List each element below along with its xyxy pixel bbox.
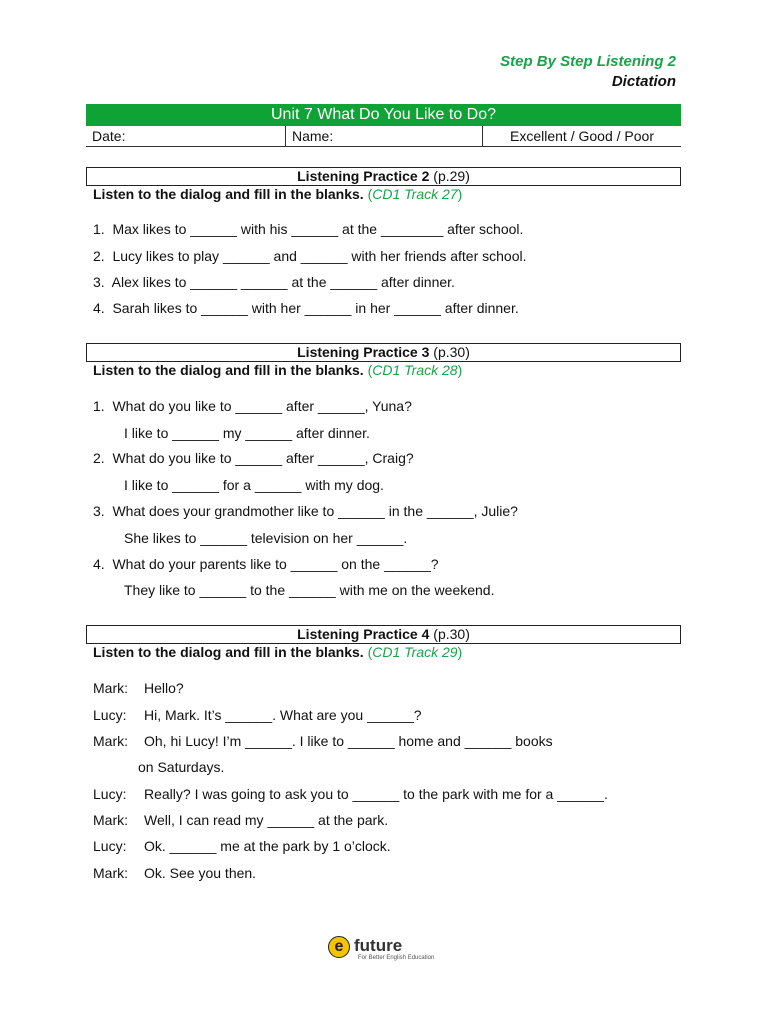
logo-wordmark: future — [354, 936, 403, 955]
practice2-page: (p.29) — [433, 168, 470, 184]
practice3-header — [86, 343, 681, 362]
practice2-item: 2. Lucy likes to play ______ and ______ with her friends after school. — [93, 248, 527, 264]
track-ref: (CD1 Track 27) — [367, 186, 463, 202]
dialog-text: Hello? — [144, 680, 184, 696]
e-logo-icon: e — [328, 936, 350, 958]
practice2-item: 3. Alex likes to ______ ______ at the ______ after dinner. — [93, 274, 455, 290]
practice3-answer: They like to ______ to the ______ with me on the weekend. — [124, 582, 495, 598]
practice2-instruction — [93, 186, 462, 202]
practice2-header — [86, 167, 681, 186]
dialog-speaker: Mark: — [93, 865, 128, 881]
date-field: Date: — [86, 126, 286, 146]
practice2-item: 4. Sarah likes to ______ with her ______ in her ______ after dinner. — [93, 300, 519, 316]
dialog-text: Really? I was going to ask you to ______ to the park with me for a ______. — [144, 786, 608, 802]
unit-title: Unit 7 What Do You Like to Do? — [86, 104, 681, 126]
dialog-text: Ok. ______ me at the park by 1 o’clock. — [144, 838, 391, 854]
instruction-text: Listen to the dialog and fill in the blanks. — [93, 362, 364, 378]
practice4-instruction — [93, 644, 462, 660]
dialog-text: Oh, hi Lucy! I’m ______. I like to ______ home and ______ books — [144, 733, 553, 749]
logo-tagline: For Better English Education — [358, 955, 435, 961]
instruction-text: Listen to the dialog and fill in the blanks. — [93, 644, 364, 660]
series-title: Step By Step Listening 2 — [500, 53, 676, 70]
efuture-logo — [328, 936, 448, 966]
instruction-text: Listen to the dialog and fill in the blanks. — [93, 186, 364, 202]
info-row — [86, 126, 681, 147]
dialog-speaker: Mark: — [93, 680, 128, 696]
name-field: Name: — [286, 126, 483, 146]
dialog-speaker: Lucy: — [93, 786, 127, 802]
practice3-answer: I like to ______ for a ______ with my dog. — [124, 477, 384, 493]
dialog-text: Well, I can read my ______ at the park. — [144, 812, 389, 828]
dialog-speaker: Mark: — [93, 812, 128, 828]
track-ref: (CD1 Track 29) — [367, 644, 463, 660]
track-ref: (CD1 Track 28) — [367, 362, 463, 378]
practice3-page: (p.30) — [433, 344, 470, 360]
dialog-speaker: Lucy: — [93, 838, 127, 854]
practice4-header — [86, 625, 681, 644]
practice3-item: 2. What do you like to ______ after ______, Craig? — [93, 450, 414, 466]
dialog-text: Ok. See you then. — [144, 865, 257, 881]
dialog-speaker: Mark: — [93, 733, 128, 749]
practice3-title: Listening Practice 3 — [297, 344, 430, 360]
practice3-item: 3. What does your grandmother like to ______ in the ______, Julie? — [93, 503, 518, 519]
practice3-instruction — [93, 362, 462, 378]
practice3-answer: I like to ______ my ______ after dinner. — [124, 425, 370, 441]
practice3-answer: She likes to ______ television on her ______. — [124, 530, 408, 546]
dialog-speaker: Lucy: — [93, 707, 127, 723]
dialog-text: on Saturdays. — [138, 759, 225, 775]
dialog-text: Hi, Mark. It’s ______. What are you ______? — [144, 707, 422, 723]
practice4-title: Listening Practice 4 — [297, 626, 430, 642]
practice3-item: 4. What do your parents like to ______ on the ______? — [93, 556, 439, 572]
practice2-item: 1. Max likes to ______ with his ______ at the ________ after school. — [93, 221, 524, 237]
practice4-page: (p.30) — [433, 626, 470, 642]
practice3-item: 1. What do you like to ______ after ______, Yuna? — [93, 398, 412, 414]
subtitle: Dictation — [611, 73, 676, 90]
grade-field: Excellent / Good / Poor — [510, 128, 654, 144]
practice2-title: Listening Practice 2 — [297, 168, 430, 184]
